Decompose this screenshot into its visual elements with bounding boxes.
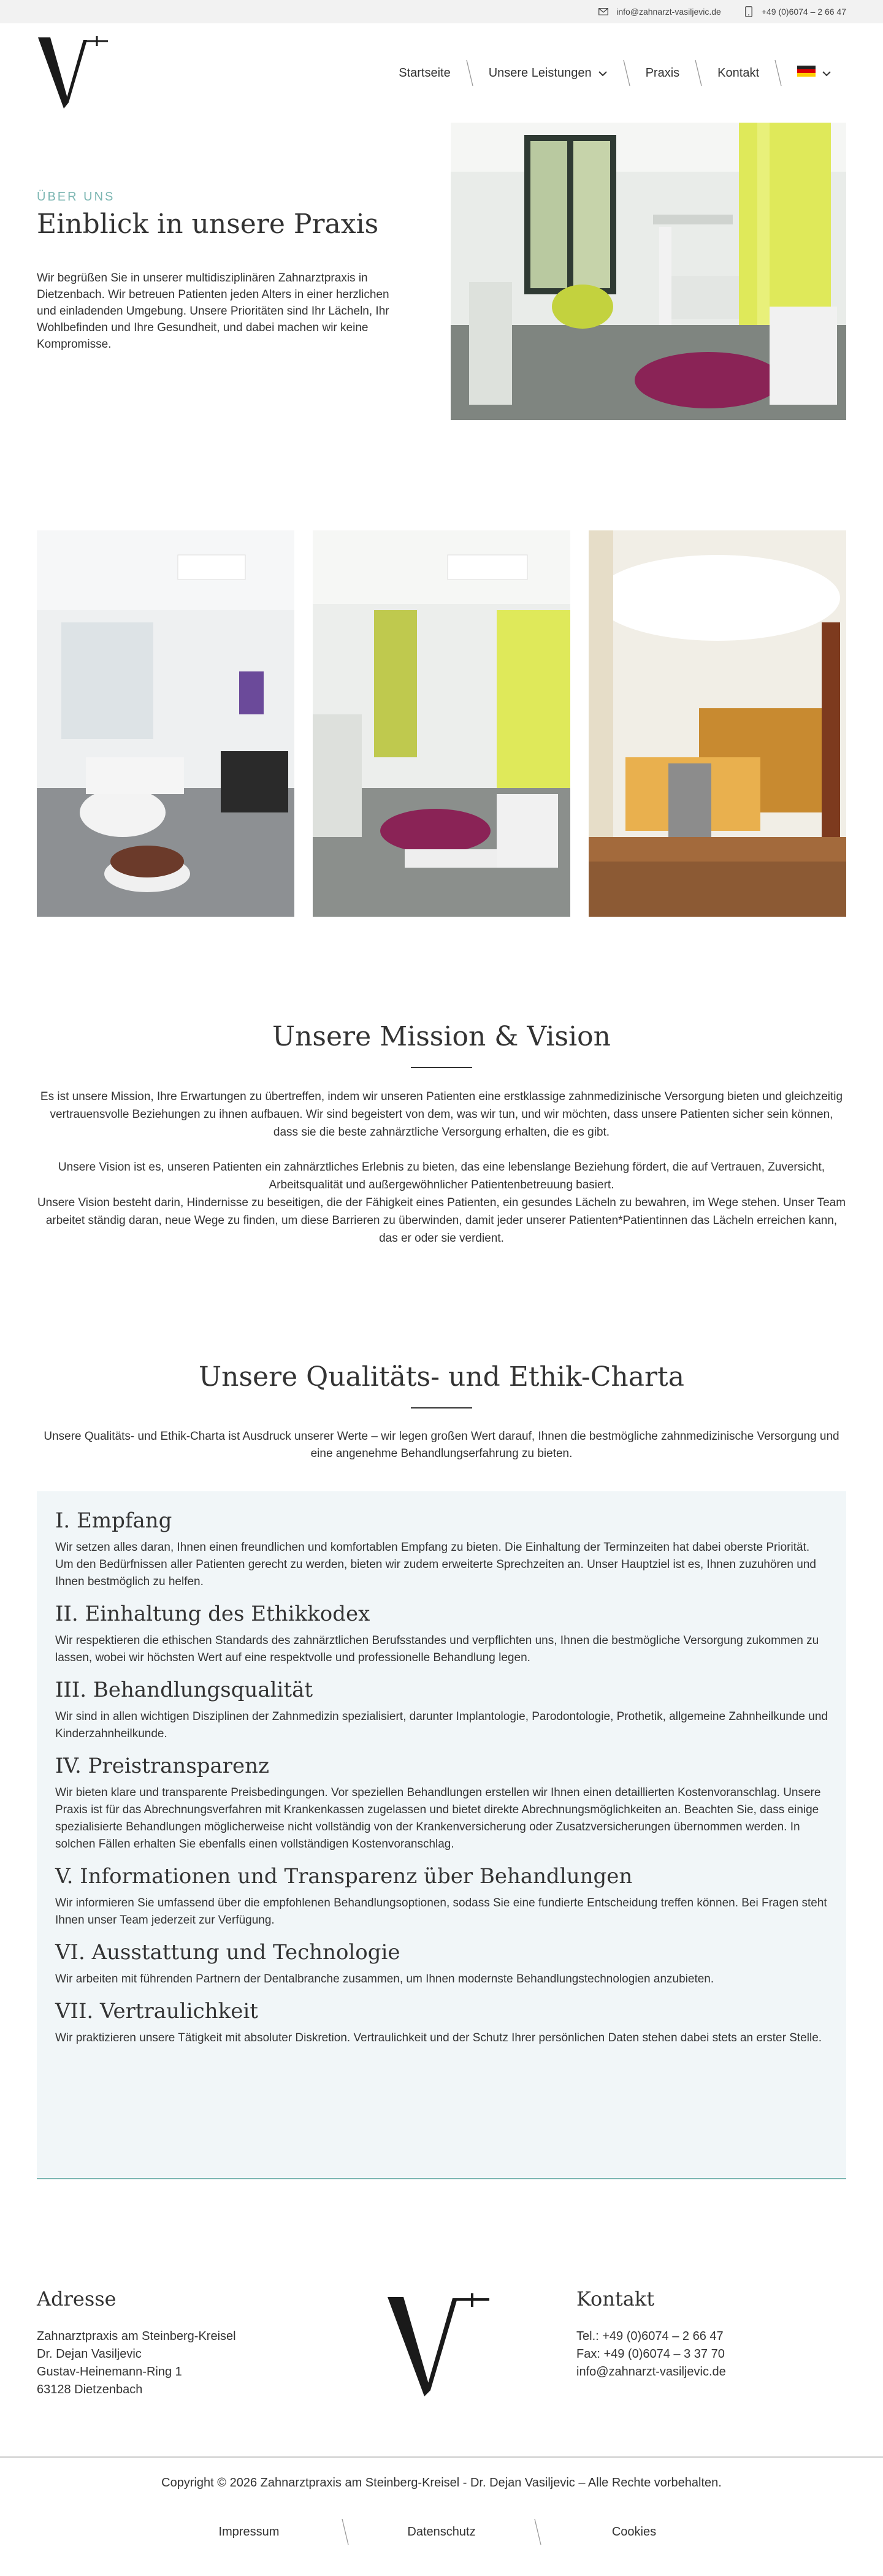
charta-section <box>37 1361 846 1462</box>
charta-title: Unsere Qualitäts- und Ethik-Charta <box>199 1361 684 1393</box>
mission-title: Unsere Mission & Vision <box>272 1021 611 1052</box>
footer-address <box>37 2287 236 2399</box>
footer-links <box>0 2518 883 2546</box>
practice-treatment-room-image <box>451 123 846 420</box>
charta-intro: Unsere Qualitäts- und Ethik-Charta ist Ausdruck unserer Werte – wir legen großen Wert darauf, Ihnen die bestmögliche zahnmedizinische Versorgung und eine angenehme Behandlungserfahrung zu bieten. <box>44 1430 839 1460</box>
topbar-email[interactable] <box>598 6 721 17</box>
footer-link-cookies[interactable]: Cookies <box>611 2524 657 2539</box>
nav-praxis[interactable] <box>631 66 695 80</box>
nav-startseite-label[interactable]: Startseite <box>399 66 451 80</box>
topbar-phone[interactable] <box>743 6 846 17</box>
logo[interactable] <box>37 36 117 110</box>
footer-link-separator <box>533 2518 542 2546</box>
mail-icon <box>598 6 609 17</box>
address-line: Zahnarztpraxis am Steinberg-Kreisel <box>37 2329 236 2343</box>
charta-item-text: Wir sind in allen wichtigen Disziplinen der Zahnmedizin spezialisiert, darunter Implantologie, Parodontologie, Prothetik, allgemeine Zahnheilkunde und Kinderzahnheilkunde. <box>55 1710 828 1740</box>
footer-divider <box>0 2456 883 2458</box>
charta-item-title: VI. Ausstattung und Technologie <box>55 1940 400 1965</box>
nav-praxis-label[interactable]: Praxis <box>645 66 680 80</box>
charta-box <box>37 1491 846 2179</box>
header <box>0 23 883 123</box>
mission-section <box>37 1021 846 1247</box>
nav-separator <box>774 59 782 87</box>
about-section <box>37 123 846 423</box>
nav-leistungen-label[interactable]: Unsere Leistungen <box>488 66 592 80</box>
address-line: Dr. Dejan Vasiljevic <box>37 2347 142 2361</box>
charta-item-title: I. Empfang <box>55 1508 172 1533</box>
gallery-image-treatment-room-1 <box>37 530 294 917</box>
nav-separator <box>622 59 631 87</box>
german-flag-icon[interactable] <box>797 66 816 80</box>
top-bar <box>0 0 883 23</box>
footer-contact <box>576 2287 726 2381</box>
nav-separator <box>465 59 474 87</box>
phone-icon <box>743 6 754 17</box>
gallery-image-treatment-room-2 <box>313 530 570 917</box>
contact-email[interactable]: info@zahnarzt-vasiljevic.de <box>576 2365 726 2379</box>
charta-item-title: V. Informationen und Transparenz über Behandlungen <box>55 1864 633 1889</box>
contact-fax: Fax: +49 (0)6074 – 3 37 70 <box>576 2347 725 2361</box>
charta-item-title: III. Behandlungsqualität <box>55 1678 313 1702</box>
address-line: Gustav-Heinemann-Ring 1 <box>37 2365 182 2379</box>
mission-divider <box>411 1067 472 1068</box>
charta-divider <box>411 1407 472 1408</box>
topbar-email-text[interactable]: info@zahnarzt-vasiljevic.de <box>616 7 721 17</box>
nav-leistungen[interactable] <box>474 66 622 80</box>
gallery-image-reception <box>589 530 846 917</box>
footer-link-datenschutz[interactable]: Datenschutz <box>407 2524 476 2539</box>
footer-address-title: Adresse <box>37 2287 117 2310</box>
charta-item-text: Wir respektieren die ethischen Standards des zahnärztlichen Berufsstandes und verpflichten uns, Ihnen die bestmögliche Versorgung zukommen zu lassen, wobei wir höchsten Wert auf eine respektvolle und professionelle Behandlung legen. <box>55 1634 819 1664</box>
mission-paragraph-1: Es ist unsere Mission, Ihre Erwartungen zu übertreffen, indem wir unseren Patienten eine erstklassige zahnmedizinische Versorgung bieten und gleichzeitig vertrauensvolle Beziehungen zu ihnen aufbauen. Wir sind begeistert von dem, was wir tun, und wir möchten, dass unsere Patienten sicher sein können, dass sie die beste zahnärztliche Versorgung erhalten, die es gibt. <box>40 1090 843 1139</box>
language-switcher[interactable] <box>782 66 846 80</box>
footer-logo[interactable] <box>386 2293 497 2398</box>
vision-paragraph-2: Unsere Vision besteht darin, Hindernisse zu beseitigen, die der Fähigkeit eines Patienten, ein gesundes Lächeln zu bewahren, im Wege stehen. Unser Team arbeitet ständig daran, neue Wege zu finden, um diese Barrieren zu überwinden, damit jeder unserer Patienten*Patientinnen das Lächeln erreichen kann, das er oder sie verdient. <box>37 1196 846 1245</box>
charta-item-title: II. Einhaltung des Ethikkodex <box>55 1602 370 1626</box>
nav-separator <box>694 59 703 87</box>
about-eyebrow: ÜBER UNS <box>37 190 115 204</box>
main-nav <box>384 59 846 87</box>
chevron-down-icon[interactable] <box>822 66 831 80</box>
footer-link-impressum[interactable]: Impressum <box>218 2524 280 2539</box>
footer-link-separator <box>341 2518 350 2546</box>
copyright: Copyright © 2026 Zahnarztpraxis am Steinberg-Kreisel - Dr. Dejan Vasiljevic – Alle Rechte vorbehalten. <box>161 2476 722 2490</box>
charta-item-text: Wir setzen alles daran, Ihnen einen freundlichen und komfortablen Empfang zu bieten. Die Einhaltung der Terminzeiten hat dabei oberste Priorität. Um den Bedürfnissen aller Patienten gerecht zu werden, bieten wir zudem erweiterte Sprechzeiten an. Unser Hauptziel ist es, Ihnen zuzuhören und Ihnen bestmöglich zu helfen. <box>55 1541 816 1588</box>
charta-item-text: Wir informieren Sie umfassend über die empfohlenen Behandlungsoptionen, sodass Sie eine fundierte Entscheidung treffen können. Bei Fragen steht Ihnen unser Team jederzeit zur Verfügung. <box>55 1897 827 1927</box>
vision-paragraph-1: Unsere Vision ist es, unseren Patienten ein zahnärztliches Erlebnis zu bieten, das eine lebenslange Beziehung fördert, die auf Vertrauen, Zuversicht, Arbeitsqualität und außergewöhnlicher Patientenbetreuung basiert. <box>58 1161 825 1191</box>
nav-kontakt[interactable] <box>703 66 774 80</box>
charta-item-title: IV. Preistransparenz <box>55 1754 269 1778</box>
nav-startseite[interactable] <box>384 66 465 80</box>
nav-kontakt-label[interactable]: Kontakt <box>717 66 759 80</box>
about-title: Einblick in unsere Praxis <box>37 208 379 240</box>
charta-item-text: Wir arbeiten mit führenden Partnern der Dentalbranche zusammen, um Ihnen modernste Behandlungstechnologien anzubieten. <box>55 1973 714 1986</box>
charta-item-text: Wir praktizieren unsere Tätigkeit mit absoluter Diskretion. Vertraulichkeit und der Schutz Ihrer persönlichen Daten stehen dabei stets an erster Stelle. <box>55 2031 822 2044</box>
about-text: Wir begrüßen Sie in unserer multidisziplinären Zahnarztpraxis in Dietzenbach. Wir betreuen Patienten jeden Alters in einer herzlichen und einladenden Umgebung. Unsere Prioritäten sind Ihr Lächeln, Ihr Wohlbefinden und Ihre Gesundheit, und dabei machen wir keine Kompromisse. <box>37 272 389 351</box>
charta-item-title: VII. Vertraulichkeit <box>55 1999 258 2024</box>
chevron-down-icon[interactable] <box>598 66 608 80</box>
gallery <box>37 530 846 917</box>
footer-contact-title: Kontakt <box>576 2287 655 2310</box>
charta-item-text: Wir bieten klare und transparente Preisbedingungen. Vor speziellen Behandlungen erstellen wir Ihnen einen detaillierten Kostenvoranschlag. Unsere Praxis ist für das Abrechnungsverfahren mit Krankenkassen zugelassen und bietet direkte Abrechnungsmöglichkeiten an. Beachten Sie, dass einige spezialisierte Behandlungen möglicherweise nicht vollständig von der Krankenversicherung oder Zusatzversicherungen übernommen werden. In solchen Fällen erhalten Sie ebenfalls einen vollständigen Kostenvoranschlag. <box>55 1786 821 1851</box>
topbar-phone-text[interactable]: +49 (0)6074 – 2 66 47 <box>761 7 846 17</box>
address-line: 63128 Dietzenbach <box>37 2383 143 2396</box>
contact-phone[interactable]: Tel.: +49 (0)6074 – 2 66 47 <box>576 2329 724 2343</box>
